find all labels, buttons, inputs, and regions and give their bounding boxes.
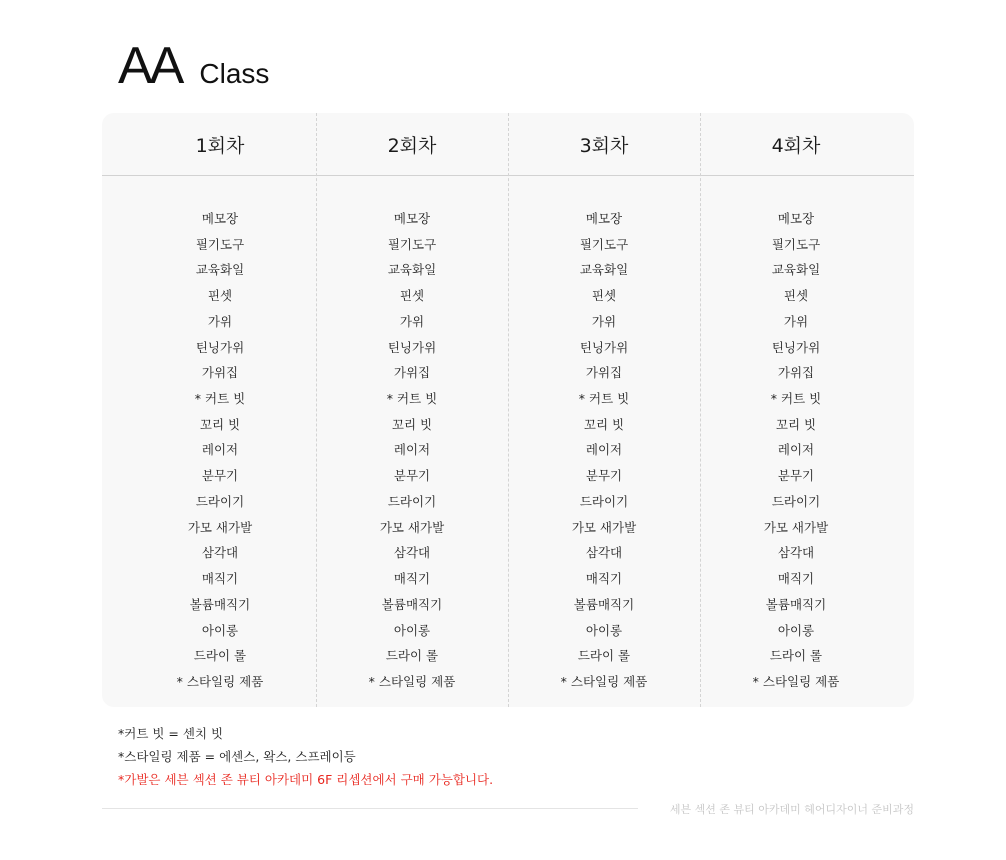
list-item: 매직기 [393,571,431,587]
list-item: * 스타일링 제품 [176,673,264,689]
list-item: 볼륨매직기 [381,596,443,612]
column-header: 1회차 [195,134,245,157]
footnotes [118,722,493,791]
list-item: 볼륨매직기 [189,596,251,612]
list-item: 메모장 [777,211,815,226]
list-item: 가위집 [777,365,815,381]
list-item: * 스타일링 제품 [368,673,456,689]
list-item: 교육화일 [195,262,245,278]
list-item: 꼬리 빗 [583,416,625,432]
list-item: 틴닝가위 [771,339,821,355]
list-item: 메모장 [585,211,623,226]
list-item: * 커트 빗 [578,391,630,407]
list-item: 드라이 롤 [193,648,247,664]
list-item: 분무기 [393,468,431,484]
list-item: 핀셋 [207,288,233,304]
list-item: * 커트 빗 [194,391,246,407]
list-item: 레이저 [201,442,239,458]
column-header: 3회차 [579,134,629,157]
column-header: 4회차 [771,134,821,157]
list-item: 핀셋 [591,288,617,304]
list-item: 필기도구 [195,236,245,252]
list-item: 분무기 [585,468,623,484]
table-column-3 [508,113,700,707]
table-column-1 [124,113,316,707]
supply-list [508,206,700,695]
list-item: 교육화일 [387,262,437,278]
list-item: 가위 [591,313,617,329]
list-item: * 스타일링 제품 [560,673,648,689]
list-item: 교육화일 [771,262,821,278]
footer-divider [102,808,638,809]
list-item: 가위 [207,313,233,329]
list-item: 아이롱 [393,622,431,638]
list-item: 드라이 롤 [769,648,823,664]
list-item: 가모 새가발 [763,519,829,535]
page-title-sub: Class [199,58,270,89]
list-item: 삼각대 [777,545,815,561]
supply-list [700,206,892,695]
list-item: * 스타일링 제품 [752,673,840,689]
list-item: 매직기 [777,571,815,587]
page-title [118,37,270,95]
list-item: 가위집 [201,365,239,381]
list-item: * 커트 빗 [770,391,822,407]
list-item: 꼬리 빗 [199,416,241,432]
list-item: 드라이 롤 [577,648,631,664]
list-item: 레이저 [585,442,623,458]
list-item: 교육화일 [579,262,629,278]
list-item: 필기도구 [579,236,629,252]
list-item: 볼륨매직기 [573,596,635,612]
list-item: 꼬리 빗 [391,416,433,432]
list-item: 필기도구 [771,236,821,252]
list-item: 드라이 롤 [385,648,439,664]
supply-list [124,206,316,695]
footnote-wig-purchase: *가발은 세븐 섹션 존 뷰티 아카데미 6F 리셉션에서 구매 가능합니다. [118,772,494,787]
list-item: 분무기 [777,468,815,484]
list-item: 삼각대 [393,545,431,561]
list-item: 핀셋 [399,288,425,304]
list-item: 가위 [783,313,809,329]
list-item: 메모장 [201,211,239,226]
list-item: 삼각대 [201,545,239,561]
list-item: 아이롱 [585,622,623,638]
list-item: 드라이기 [579,493,629,509]
footer-caption: 세븐 섹션 존 뷰티 아카데미 헤어디자이너 준비과정 [669,803,914,816]
list-item: * 커트 빗 [386,391,438,407]
list-item: 틴닝가위 [195,339,245,355]
page-title-main: AA [118,37,182,95]
list-item: 가위 [399,313,425,329]
list-item: 꼬리 빗 [775,416,817,432]
list-item: 틴닝가위 [579,339,629,355]
list-item: 레이저 [777,442,815,458]
list-item: 드라이기 [771,493,821,509]
footnote-styling-products: *스타일링 제품 = 에센스, 왁스, 스프레이등 [118,749,356,764]
list-item: 레이저 [393,442,431,458]
list-item: 아이롱 [201,622,239,638]
table-column-2 [316,113,508,707]
supply-list [316,206,508,695]
list-item: 가위집 [585,365,623,381]
list-item: 메모장 [393,211,431,226]
list-item: 분무기 [201,468,239,484]
list-item: 드라이기 [195,493,245,509]
list-item: 볼륨매직기 [765,596,827,612]
list-item: 틴닝가위 [387,339,437,355]
list-item: 가모 새가발 [379,519,445,535]
list-item: 가위집 [393,365,431,381]
table-column-4 [700,113,892,707]
list-item: 가모 새가발 [187,519,253,535]
list-item: 필기도구 [387,236,437,252]
list-item: 아이롱 [777,622,815,638]
list-item: 삼각대 [585,545,623,561]
list-item: 드라이기 [387,493,437,509]
list-item: 가모 새가발 [571,519,637,535]
footnote-cut-comb: *커트 빗 = 센치 빗 [118,726,224,741]
list-item: 핀셋 [783,288,809,304]
list-item: 매직기 [585,571,623,587]
supplies-table [102,113,914,707]
column-header: 2회차 [387,134,437,157]
list-item: 매직기 [201,571,239,587]
